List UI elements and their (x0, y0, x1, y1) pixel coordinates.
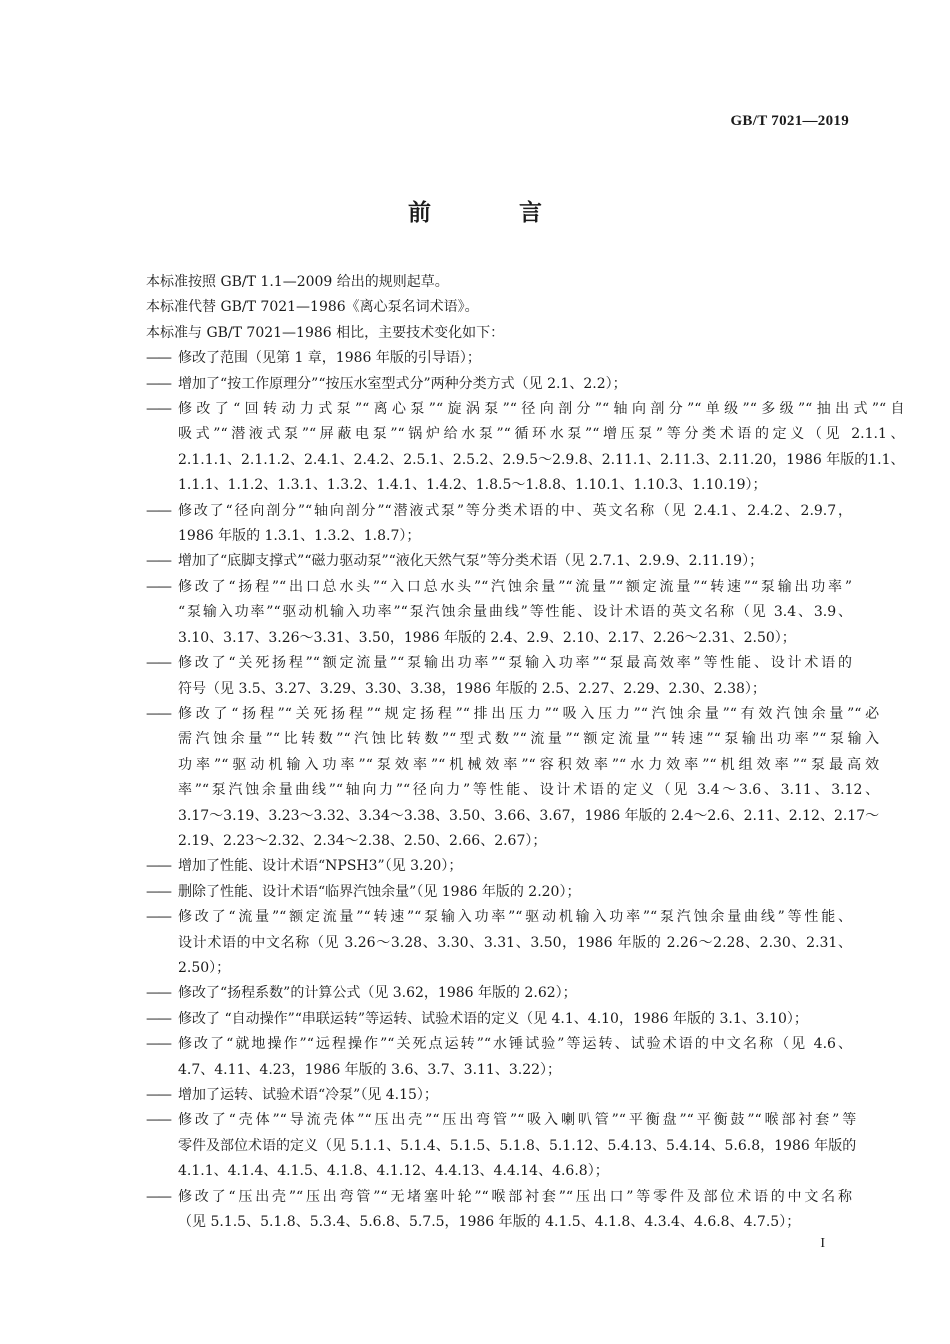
page-number: I (820, 1236, 825, 1251)
changes-list (146, 346, 905, 1235)
change-item-line: 零件及部位术语的定义（见 5.1.1、5.1.4、5.1.5、5.1.8、5.1.12、5.4.13、5.4.14、5.6.8，1986 年版的 (178, 1137, 857, 1154)
change-item-line: 增加了运转、试验术语“冷泵”（见 4.15）； (178, 1087, 438, 1103)
change-item-line: 符号（见 3.5、3.27、3.29、3.30、3.38，1986 年版的 2.5、2.27、2.29、2.30、2.38）； (178, 680, 766, 697)
change-item-line: 修改了“扬程系数”的计算公式（见 3.62，1986 年版的 2.62）； (178, 985, 577, 1002)
change-item-line: 修改了“扬程”“关死扬程”“规定扬程”“排出压力”“吸入压力”“汽蚀余量”“有效汽蚀余量”“必 (178, 705, 880, 722)
change-item-text (178, 499, 852, 550)
change-item-line: 修改了“压出壳”“压出弯管”“无堵塞叶轮”“喉部衬套”“压出口”等零件及部位术语的中文名称 (178, 1188, 852, 1205)
change-item-line: 增加了性能、设计术语“NPSH3”（见 3.20）； (178, 858, 463, 875)
change-list-item (146, 905, 852, 981)
list-dash-marker: —— (146, 553, 170, 570)
list-dash-marker: —— (146, 858, 170, 875)
change-list-item (146, 549, 852, 574)
change-item-line: 需汽蚀余量”“比转数”“汽蚀比转数”“型式数”“流量”“额定流量”“转速”“泵输出功率”“泵输入 (178, 731, 880, 748)
change-list-item (146, 575, 852, 651)
change-item-line: 2.1.1.1、2.1.1.2、2.4.1、2.4.2、2.5.1、2.5.2、2.9.5～2.9.8、2.11.1、2.11.3、2.11.20，1986 年版的1.1、 (178, 451, 905, 468)
change-item-text (178, 1007, 852, 1032)
list-dash-marker: —— (146, 1036, 170, 1053)
change-item-line: 设计术语的中文名称（见 3.26～3.28、3.30、3.31、3.50，1986 年版的 2.26～2.28、2.30、2.31、 (178, 934, 852, 951)
change-item-line: 2.19、2.23～2.32、2.34～2.38、2.50、2.66、2.67）； (178, 832, 547, 849)
document-body (146, 270, 905, 1235)
change-list-item (146, 1108, 857, 1184)
change-item-line: 3.10、3.17、3.26～3.31、3.50，1986 年版的 2.4、2.9、2.10、2.17、2.26～2.31、2.50）； (178, 629, 796, 646)
change-item-text (178, 854, 852, 879)
change-item-text (178, 1083, 852, 1108)
change-list-item (146, 880, 852, 905)
change-item-text (178, 372, 852, 397)
change-item-text (178, 905, 852, 981)
change-item-line: 修改了“壳体”“导流壳体”“压出壳”“压出弯管”“吸入喇叭管”“平衡盘”“平衡鼓”“喉部衬套”等 (178, 1112, 857, 1129)
change-item-line: 率”“泵汽蚀余量曲线”“轴向力”“径向力”等性能、设计术语的定义（见 3.4～3.6、3.11、3.12、 (178, 782, 880, 799)
change-item-line: 删除了性能、设计术语“临界汽蚀余量”（见 1986 年版的 2.20）； (178, 883, 581, 900)
change-item-line: 功率”“驱动机输入功率”“泵效率”“机械效率”“容积效率”“水力效率”“机组效率”“泵最高效 (178, 756, 880, 773)
change-item-line: 修改了“径向剖分”“轴向剖分”“潜液式泵”等分类术语的中、英文名称（见 2.4.1、2.4.2、2.9.7， (178, 502, 852, 519)
change-list-item (146, 1032, 852, 1083)
change-list-item (146, 702, 880, 854)
list-dash-marker: —— (146, 578, 170, 595)
change-item-line: 修改了“回转动力式泵”“离心泵”“旋涡泵”“径向剖分”“轴向剖分”“单级”“多级”“抽出式”“自 (178, 401, 905, 418)
intro-paragraph: 本标准按照 GB/T 1.1—2009 给出的规则起草。 (146, 274, 449, 290)
list-dash-marker: —— (146, 883, 170, 900)
change-item-line: （见 5.1.5、5.1.8、5.3.4、5.6.8、5.7.5，1986 年版的 4.1.5、4.1.8、4.3.4、4.6.8、4.7.5）； (178, 1214, 801, 1231)
change-list-item (146, 346, 852, 371)
change-item-line: 修改了“关死扬程”“额定流量”“泵输出功率”“泵输入功率”“泵最高效率”等性能、设计术语的 (178, 655, 852, 672)
change-item-text (178, 346, 852, 371)
list-dash-marker: —— (146, 502, 170, 519)
change-item-line: 修改了范围（见第 1 章，1986 年版的引导语）； (178, 350, 481, 367)
list-dash-marker: —— (146, 401, 170, 418)
page-title: 前 言 (407, 200, 582, 226)
list-dash-marker: —— (146, 350, 170, 367)
change-item-line: 增加了“底脚支撑式”“磁力驱动泵”“液化天然气泵”等分类术语（见 2.7.1、2.9.9、2.11.19）； (178, 553, 764, 570)
change-item-text (178, 981, 852, 1006)
change-item-line: 4.1.1、4.1.4、4.1.5、4.1.8、4.1.12、4.4.13、4.4.14、4.6.8）； (178, 1163, 609, 1180)
list-dash-marker: —— (146, 1010, 170, 1027)
change-list-item (146, 1007, 852, 1032)
standard-code-header: GB/T 7021—2019 (730, 113, 849, 129)
change-list-item (146, 981, 852, 1006)
change-list-item (146, 1185, 852, 1236)
change-item-line: 修改了“流量”“额定流量”“转速”“泵输入功率”“驱动机输入功率”“泵汽蚀余量曲线”等性能、 (178, 909, 852, 926)
change-item-line: 吸式”“潜液式泵”“屏蔽电泵”“锅炉给水泵”“循环水泵”“增压泵”等分类术语的定义（见 2.1.1、 (178, 426, 905, 443)
change-item-text (178, 1108, 856, 1184)
change-list-item (146, 651, 852, 702)
change-list-item (146, 397, 905, 499)
change-list-item (146, 372, 852, 397)
change-item-text (178, 397, 905, 499)
list-dash-marker: —— (146, 375, 170, 392)
change-item-line: 1.1.1、1.1.2、1.3.1、1.3.2、1.4.1、1.4.2、1.8.5～1.8.8、1.10.1、1.10.3、1.10.19）； (178, 477, 767, 494)
change-item-line: 1986 年版的 1.3.1、1.3.2、1.8.7）； (178, 528, 421, 545)
change-list-item (146, 854, 852, 879)
change-item-text (178, 575, 852, 651)
list-dash-marker: —— (146, 1112, 170, 1129)
change-list-item (146, 1083, 852, 1108)
change-item-line: 4.7、4.11、4.23，1986 年版的 3.6、3.7、3.11、3.22）； (178, 1061, 562, 1078)
change-item-line: 修改了“扬程”“出口总水头”“入口总水头”“汽蚀余量”“流量”“额定流量”“转速”“泵输出功率” (178, 578, 852, 595)
list-dash-marker: —— (146, 985, 170, 1002)
change-list-item (146, 499, 852, 550)
list-dash-marker: —— (146, 1087, 170, 1103)
change-item-line: 2.50）； (178, 959, 231, 976)
change-item-line: 修改了“就地操作”“远程操作”“关死点运转”“水锤试验”等运转、试验术语的中文名称（见 4.6、 (178, 1036, 852, 1053)
change-item-text (178, 651, 852, 702)
list-dash-marker: —— (146, 705, 170, 722)
intro-section (146, 270, 852, 346)
list-dash-marker: —— (146, 655, 170, 672)
change-item-text (178, 1185, 852, 1236)
intro-paragraph: 本标准代替 GB/T 7021—1986《离心泵名词术语》。 (146, 299, 479, 316)
change-item-text (178, 880, 852, 905)
change-item-line: 增加了“按工作原理分”“按压水室型式分”两种分类方式（见 2.1、2.2）； (178, 375, 627, 392)
intro-paragraph: 本标准与 GB/T 7021—1986 相比，主要技术变化如下： (146, 324, 505, 341)
list-dash-marker: —— (146, 909, 170, 926)
change-item-line: “泵输入功率”“驱动机输入功率”“泵汽蚀余量曲线”等性能、设计术语的英文名称（见 3.4、3.9、 (178, 604, 852, 621)
change-item-text (178, 1032, 852, 1083)
change-item-line: 修改了 “自动操作”“串联运转”等运转、试验术语的定义（见 4.1、4.10，1986 年版的 3.1、3.10）； (178, 1010, 808, 1027)
list-dash-marker: —— (146, 1188, 170, 1205)
change-item-line: 3.17～3.19、3.23～3.32、3.34～3.38、3.50、3.66、3.67，1986 年版的 2.4～2.6、2.11、2.12、2.17～ (178, 807, 880, 824)
change-item-text (178, 702, 879, 854)
change-item-text (178, 549, 852, 574)
